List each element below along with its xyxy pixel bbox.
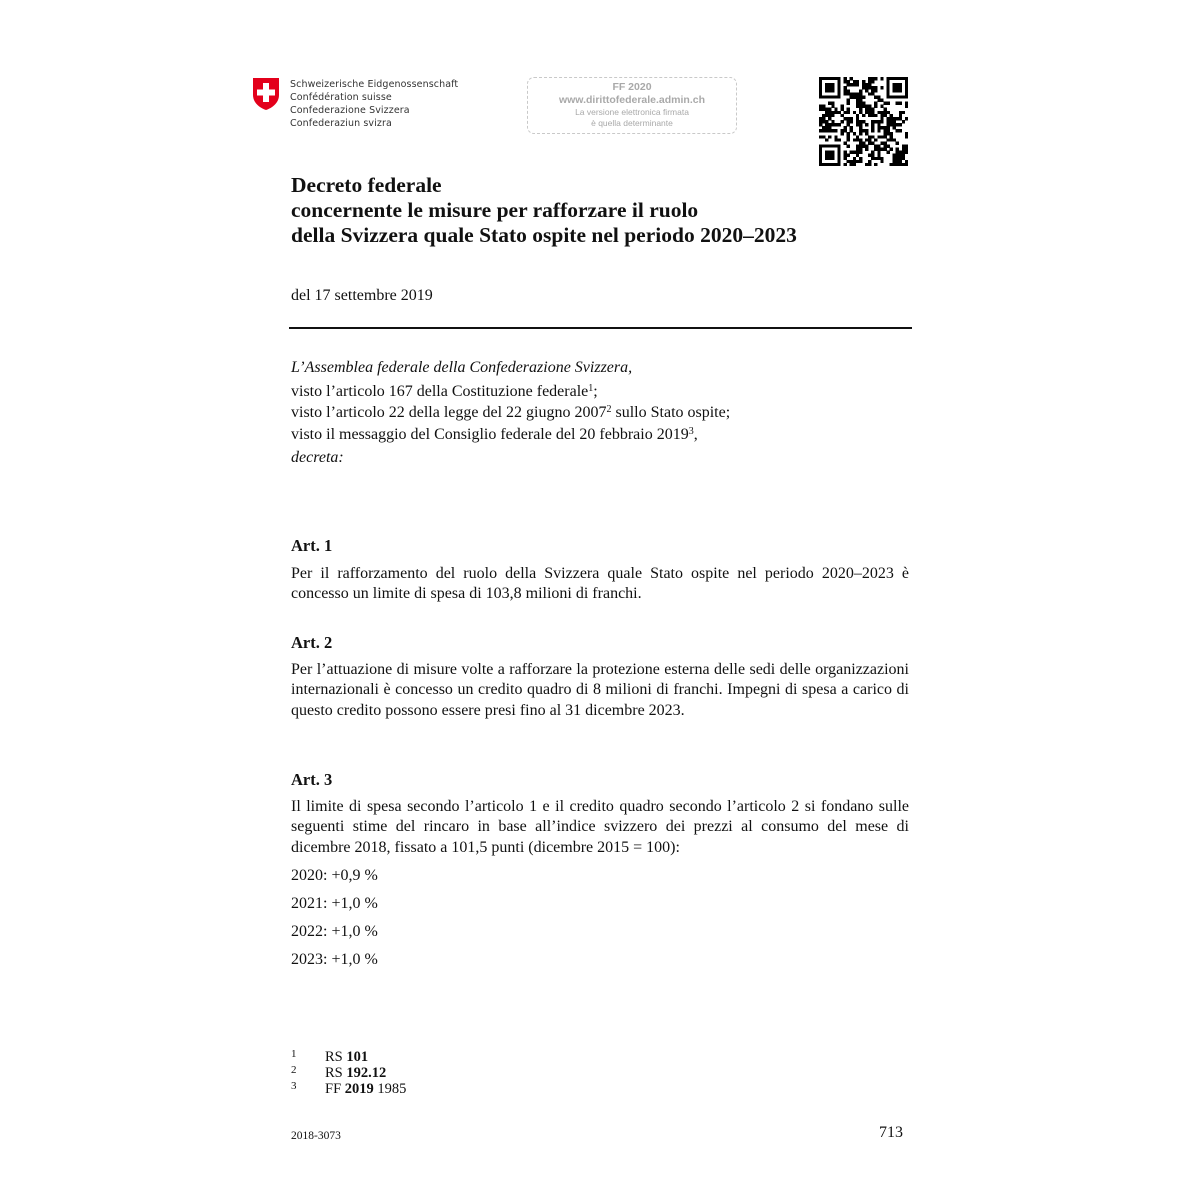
- inflation-rate-item: 2023: +1,0 %: [291, 951, 378, 968]
- inflation-rate-item: 2020: +0,9 %: [291, 867, 378, 884]
- confederation-name-rm: Confederaziun svizra: [290, 118, 392, 129]
- qr-code-icon: [819, 77, 908, 166]
- consideration-line: visto l’articolo 22 della legge del 22 giugno 2007$^2$ sullo Stato ospite;: [291, 404, 731, 421]
- footnote-number: 3: [291, 1080, 297, 1092]
- stamp-note-2: è quella determinante: [591, 118, 673, 128]
- page-number: 713: [879, 1124, 903, 1141]
- document-number: 2018-3073: [291, 1130, 341, 1142]
- consideration-line: visto il messaggio del Consiglio federale del 20 febbraio 2019$^3$,: [291, 425, 698, 443]
- electronic-signature-stamp: [527, 77, 737, 134]
- consideration-line: visto l’articolo 167 della Costituzione federale$^1$;: [291, 382, 598, 400]
- footnote-number: 2: [291, 1064, 297, 1076]
- footnote-ref[interactable]: 3: [688, 425, 694, 437]
- footnote-item: 1 RS 101: [291, 1048, 369, 1065]
- confederation-names: [290, 78, 458, 130]
- preamble: [291, 357, 730, 469]
- article-1-heading: Art. 1: [291, 536, 333, 555]
- footnote-ref[interactable]: 1: [588, 382, 594, 394]
- article-1-text: Per il rafforzamento del ruolo della Svizzera quale Stato ospite nel periodo 2020–2023 è concesso un limite di spesa di 103,8 milioni di franchi.: [291, 565, 909, 603]
- decree-verb: decreta:: [291, 449, 344, 466]
- confederation-name-it: Confederazione Svizzera: [290, 105, 410, 116]
- footnote-number: 1: [291, 1048, 297, 1060]
- footnote-item: 2 RS 192.12: [291, 1064, 387, 1081]
- article-2-heading: Art. 2: [291, 633, 333, 652]
- document-title: [291, 173, 797, 248]
- assembly-line: L’Assemblea federale della Confederazione Svizzera,: [291, 359, 633, 376]
- decree-date: del 17 settembre 2019: [291, 287, 433, 304]
- stamp-note-1: La versione elettronica firmata: [575, 107, 689, 117]
- title-line-3: della Svizzera quale Stato ospite nel periodo 2020–2023: [291, 223, 797, 247]
- article-2-text: Per l’attuazione di misure volte a rafforzare la protezione esterna delle sedi delle organizzazioni internazionali è concesso un credito quadro di 8 milioni di franchi. Impegni di spesa a carico di questo credito possono essere presi fino al 31 dicembre 2023.: [291, 661, 909, 719]
- article-3-heading: Art. 3: [291, 770, 333, 789]
- swiss-coat-of-arms-icon: [252, 77, 280, 111]
- title-divider: [289, 327, 912, 329]
- footnote-ref[interactable]: 2: [606, 404, 612, 415]
- title-line-2: concernente le misure per rafforzare il ruolo: [291, 198, 699, 222]
- confederation-name-de: Schweizerische Eidgenossenschaft: [290, 79, 459, 90]
- inflation-rate-item: 2021: +1,0 %: [291, 895, 378, 912]
- confederation-name-fr: Confédération suisse: [290, 92, 392, 103]
- inflation-rate-item: 2022: +1,0 %: [291, 923, 378, 940]
- article-3-text: Il limite di spesa secondo l’articolo 1 e il credito quadro secondo l’articolo 2 si fondano sulle seguenti stime del rincaro in base all’indice svizzero dei prezzi al consumo del mese di dicembre 2018, fissato a 101,5 punti (dicembre 2015 = 100):: [291, 798, 909, 856]
- stamp-edition: FF 2020: [612, 81, 652, 93]
- footnote-item: 3 FF 2019 1985: [291, 1080, 407, 1097]
- title-line-1: Decreto federale: [291, 173, 442, 197]
- stamp-url: www.dirittofederale.admin.ch: [558, 94, 706, 106]
